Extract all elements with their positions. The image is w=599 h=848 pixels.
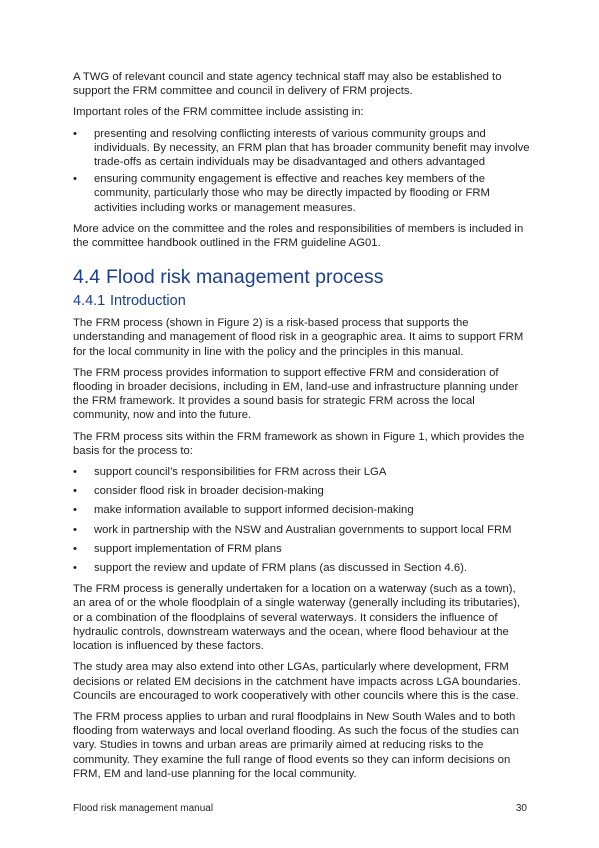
list-item	[73, 127, 531, 170]
body-paragraph: The FRM process applies to urban and rural floodplains in New South Wales and to both flooding from waterways and local overland flooding. As such the focus of the studies can vary. Studies in towns and urban areas are primarily aimed at reducing risks to the community. They examine the full range of flood events so they can inform decisions on FRM, EM and land-use planning for the local community.	[73, 710, 519, 780]
list-item	[73, 503, 531, 517]
intro-paragraph-twg: A TWG of relevant council and state agency technical staff may also be established to support the FRM committee and council in delivery of FRM projects.	[73, 71, 502, 98]
bullet-icon: •	[73, 523, 77, 536]
bullet-icon: •	[73, 127, 77, 140]
bullet-icon: •	[73, 173, 77, 186]
section-heading	[73, 265, 531, 289]
section-title: Flood risk management process	[106, 266, 384, 289]
subsection-heading	[73, 292, 531, 310]
list-item-text: presenting and resolving conflicting interests of various community groups and individuals. By necessity, an FRM plan that has broader community benefit may involve trade-offs as certain individuals may be disadvantaged and others advantaged	[94, 127, 530, 169]
process-bullet-list	[73, 465, 531, 575]
list-item-text: support council’s responsibilities for FRM across their LGA	[94, 466, 387, 479]
subsection-number: 4.4.1	[73, 293, 106, 310]
list-item-text: consider flood risk in broader decision-making	[94, 485, 324, 498]
list-item-text: support the review and update of FRM plans (as discussed in Section 4.6).	[94, 562, 467, 575]
bullet-icon: •	[73, 542, 77, 555]
page-number: 30	[515, 803, 527, 814]
body-paragraph: The FRM process is generally undertaken for a location on a waterway (such as a town), an area of or the whole floodplain of a single waterway (generally including its tributaries), or a combination of the floodplains of several waterways. It considers the influence of hydraulic controls, downstream waterways and the ocean, where flood behaviour at the location is influenced by these factors.	[73, 583, 521, 653]
bullet-icon: •	[73, 562, 77, 575]
footer-document-title: Flood risk management manual	[73, 803, 214, 814]
body-paragraph: The FRM process (shown in Figure 2) is a risk-based process that supports the understanding and management of flood risk in a geographic area. It aims to support FRM for the local community in line with the policy and the principles in this manual.	[73, 317, 524, 358]
bullet-icon: •	[73, 485, 77, 498]
list-item	[73, 542, 531, 556]
list-item	[73, 465, 531, 479]
list-item	[73, 484, 531, 498]
body-paragraph: The FRM process provides information to support effective FRM and consideration of flooding in broader decisions, including in EM, land-use and infrastructure planning under the FRM framework. It provides a sound basis for strategic FRM across the local community, now and into the future.	[73, 366, 519, 422]
bullet-icon: •	[73, 466, 77, 479]
list-item-text: work in partnership with the NSW and Australian governments to support local FRM	[94, 523, 512, 536]
body-paragraph: The study area may also extend into other LGAs, particularly where development, FRM decisions or related EM decisions in the catchment have impacts across LGA boundaries. Councils are encouraged to work cooperatively with other councils where this is the case.	[73, 661, 521, 702]
list-item-text: ensuring community engagement is effective and reaches key members of the community, particularly those who may be directly impacted by flooding or FRM activities including works or management measures.	[94, 173, 490, 214]
list-item	[73, 523, 531, 537]
intro-paragraph-roles: Important roles of the FRM committee include assisting in:	[73, 106, 364, 119]
page-content	[73, 70, 531, 788]
intro-paragraph-advice: More advice on the committee and the roles and responsibilities of members is included in the committee handbook outlined in the FRM guideline AG01.	[73, 222, 524, 250]
roles-bullet-list	[73, 127, 531, 215]
body-paragraph: The FRM process sits within the FRM framework as shown in Figure 1, which provides the basis for the process to:	[73, 430, 525, 457]
list-item-text: make information available to support informed decision-making	[94, 504, 414, 517]
list-item-text: support implementation of FRM plans	[94, 542, 282, 555]
subsection-title: Introduction	[110, 293, 186, 310]
section-number: 4.4	[73, 266, 101, 289]
list-item	[73, 172, 531, 215]
list-item	[73, 561, 531, 575]
bullet-icon: •	[73, 504, 77, 517]
